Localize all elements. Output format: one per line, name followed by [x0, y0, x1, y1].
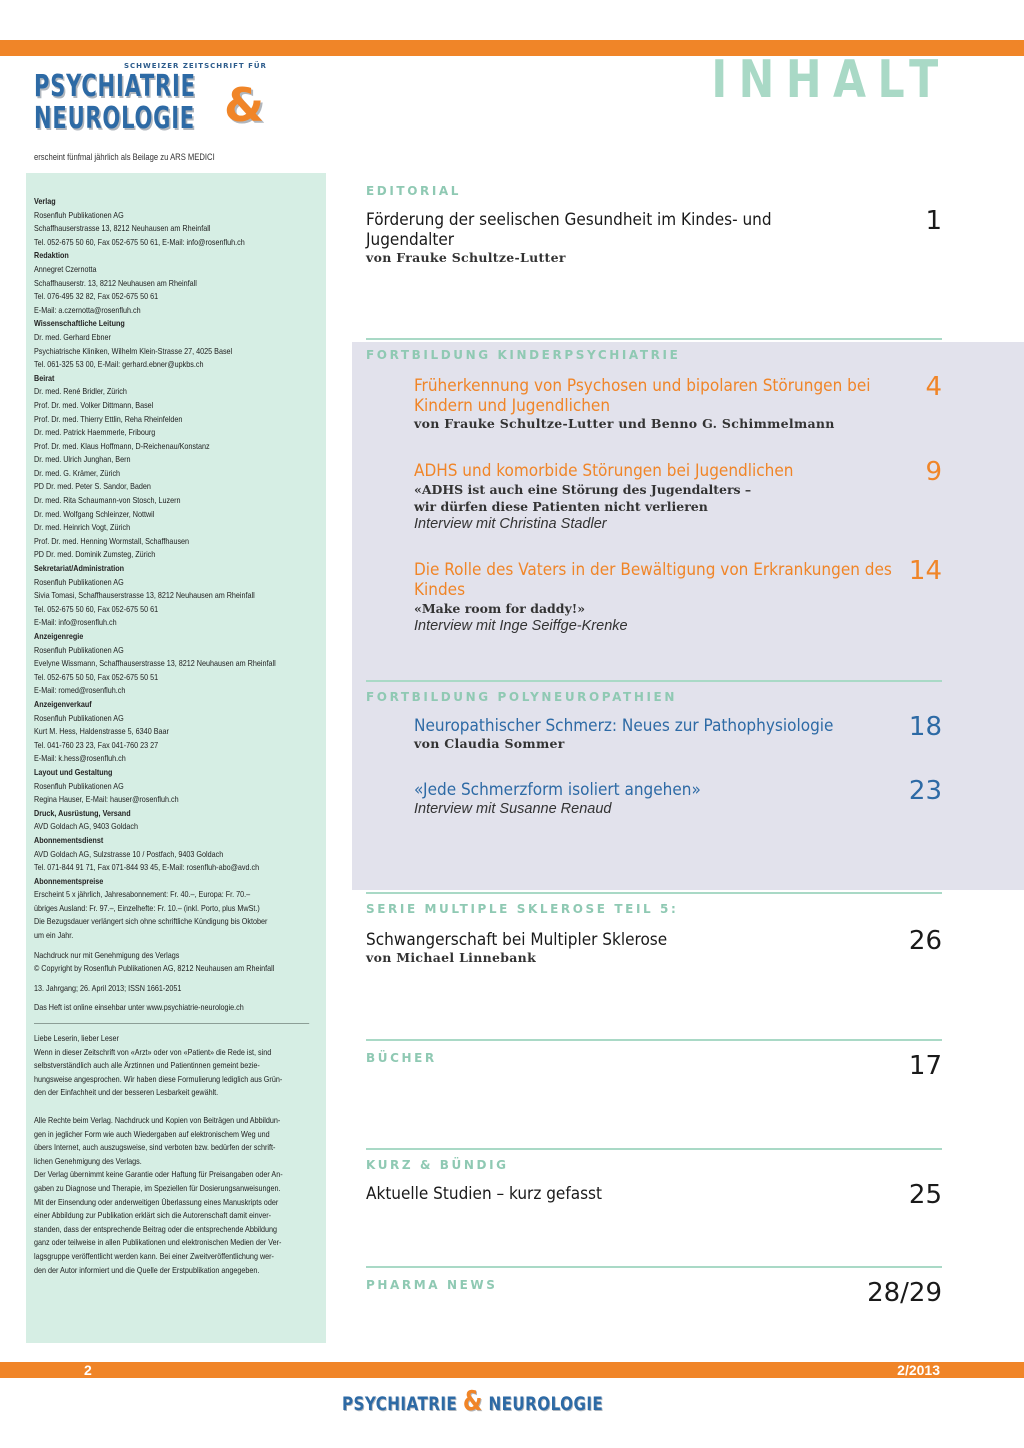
- toc-entry[interactable]: [414, 457, 942, 533]
- section-kinderpsychiatrie: [366, 338, 942, 635]
- impressum-line: ganz oder teilweise in allen Publikationen und elektronischen Medien der Ver-: [34, 1237, 282, 1248]
- impressum-line: © Copyright by Rosenfluh Publikationen AG, 8212 Neuhausen am Rheinfall: [34, 963, 275, 974]
- impressum-sidebar: [26, 173, 326, 1343]
- impressum-heading: Druck, Ausrüstung, Versand: [34, 807, 131, 818]
- entry-title: ADHS und komorbide Störungen bei Jugendlichen: [414, 461, 794, 481]
- logo-ampersand: &: [224, 78, 265, 132]
- impressum-line: Dr. med. Patrick Haemmerle, Fribourg: [34, 427, 156, 438]
- section-kurz-buendig: [366, 1148, 942, 1210]
- impressum-line: E-Mail: k.hess@rosenfluh.ch: [34, 753, 126, 764]
- impressum-line: Prof. Dr. med. Volker Dittmann, Basel: [34, 399, 154, 410]
- entry-title: «Jede Schmerzform isoliert angehen»: [414, 780, 701, 800]
- entry-interview: Interview mit Christina Stadler: [414, 516, 607, 532]
- impressum-line: Liebe Leserin, lieber Leser: [34, 1033, 119, 1044]
- toc-entry[interactable]: [414, 556, 942, 635]
- impressum-line: Rosenfluh Publikationen AG: [34, 712, 124, 723]
- impressum-line: Annegret Czernotta: [34, 263, 97, 274]
- page-title: INHALT: [711, 50, 950, 110]
- impressum-line: Regina Hauser, E-Mail: hauser@rosenfluh.ch: [34, 794, 179, 805]
- impressum-block: [34, 780, 318, 807]
- impressum-block: [34, 576, 318, 630]
- entry-page: 28/29: [867, 1278, 942, 1308]
- impressum-online: Das Heft ist online einsehbar unter www.psychiatrie-neurologie.ch: [34, 1002, 244, 1013]
- section-rule: [366, 338, 942, 340]
- impressum-line: Kurt M. Hess, Haldenstrasse 5, 6340 Baar: [34, 726, 169, 737]
- impressum-line: AVD Goldach AG, Sulzstrasse 10 / Postfach, 9403 Goldach: [34, 848, 224, 859]
- toc-entry[interactable]: [366, 206, 942, 266]
- impressum-block: [34, 644, 318, 698]
- impressum-line: Rosenfluh Publikationen AG: [34, 576, 124, 587]
- bottom-orange-bar: [0, 1362, 1024, 1378]
- section-pharma-news: [366, 1266, 942, 1308]
- toc-entry[interactable]: [366, 1278, 942, 1308]
- impressum-line: Prof. Dr. med. Thierry Ettlin, Reha Rheinfelden: [34, 413, 183, 424]
- entry-author: von Michael Linnebank: [366, 950, 537, 965]
- impressum-line: gen in jeglicher Form wie auch Wiedergaben auf elektronischem Weg und: [34, 1128, 270, 1139]
- impressum-line: Tel. 061-325 53 00, E-Mail: gerhard.ebner@upkbs.ch: [34, 359, 204, 370]
- section-title: KURZ & BÜNDIG: [366, 1158, 509, 1172]
- entry-title: Schwangerschaft bei Multipler Sklerose: [366, 930, 668, 950]
- impressum-block: [34, 712, 318, 766]
- entry-interview: Interview mit Inge Seiffge-Krenke: [414, 618, 628, 634]
- impressum-block: [34, 263, 318, 317]
- impressum-line: hungsweise angesprochen. Wir haben diese Formulierung lediglich aus Grün-: [34, 1073, 283, 1084]
- impressum-line: um ein Jahr.: [34, 930, 74, 941]
- section-title: BÜCHER: [366, 1051, 437, 1065]
- impressum-line: standen, dass der entsprechende Beitrag oder die entsprechende Abbildung: [34, 1223, 278, 1234]
- entry-page: 1: [925, 206, 942, 236]
- impressum-line: Mit der Einsendung oder anderweitigen Überlassung eines Manuskripts oder: [34, 1196, 279, 1207]
- impressum-heading: Redaktion: [34, 250, 69, 261]
- impressum-line: Tel. 071-844 91 71, Fax 071-844 93 45, E-Mail: rosenfluh-abo@avd.ch: [34, 862, 260, 873]
- impressum-line: einer Abbildung zur Publikation erklärt sich die Autorenschaft damit einver-: [34, 1210, 272, 1221]
- toc-entry[interactable]: [366, 1180, 942, 1210]
- footer-logo-psychiatrie: PSYCHIATRIE: [342, 1393, 458, 1415]
- entry-quote: «Make room for daddy!»: [414, 601, 586, 616]
- impressum-line: Rosenfluh Publikationen AG: [34, 780, 124, 791]
- impressum-line: Prof. Dr. med. Klaus Hoffmann, D-Reichenau/Konstanz: [34, 440, 210, 451]
- impressum-line: Prof. Dr. med. Henning Wormstall, Schaffhausen: [34, 535, 190, 546]
- page-number: 2: [84, 1362, 92, 1378]
- impressum-line: Tel. 076-495 32 82, Fax 052-675 50 61: [34, 291, 159, 302]
- impressum-line: übriges Ausland: Fr. 97.–, Einzelhefte: Fr. 10.– (inkl. Porto, plus MwSt.): [34, 902, 260, 913]
- impressum-block: [34, 848, 318, 875]
- entry-quote: wir dürfen diese Patienten nicht verlieren: [414, 499, 708, 514]
- impressum-line: Tel. 041-760 23 23, Fax 041-760 23 27: [34, 739, 159, 750]
- impressum-heading: Layout und Gestaltung: [34, 766, 113, 777]
- impressum-line: Psychiatrische Kliniken, Wilhelm Klein-Strasse 27, 4025 Basel: [34, 345, 233, 356]
- section-rule: [366, 1266, 942, 1268]
- impressum-block: [34, 385, 318, 562]
- impressum-line: Dr. med. Gerhard Ebner: [34, 331, 111, 342]
- logo-subtitle: erscheint fünfmal jährlich als Beilage zu ARS MEDICI: [34, 152, 215, 162]
- impressum-heading: Abonnementspreise: [34, 875, 104, 886]
- entry-interview: Interview mit Susanne Renaud: [414, 801, 612, 817]
- section-rule: [366, 892, 942, 894]
- impressum-jahrgang: 13. Jahrgang; 26. April 2013; ISSN 1661-2051: [34, 982, 182, 993]
- impressum-line: PD Dr. med. Peter S. Sandor, Baden: [34, 481, 151, 492]
- impressum-block: [34, 209, 318, 250]
- logo-neurologie: NEUROLOGIE: [34, 101, 195, 136]
- impressum-line: Tel. 052-675 50 60, Fax 052-675 50 61: [34, 603, 159, 614]
- section-rule: [366, 1039, 942, 1041]
- impressum-line: E-Mail: romed@rosenfluh.ch: [34, 685, 126, 696]
- toc-entry[interactable]: [414, 712, 942, 752]
- toc-entry[interactable]: [414, 776, 942, 818]
- entry-title: Neuropathischer Schmerz: Neues zur Pathophysiologie: [414, 716, 834, 736]
- entry-page: 4: [925, 372, 942, 402]
- impressum-line: Schaffhauserstr. 13, 8212 Neuhausen am Rheinfall: [34, 277, 197, 288]
- impressum-heading: Anzeigenregie: [34, 631, 84, 641]
- impressum-line: Erscheint 5 x jährlich, Jahresabonnement: Fr. 40.–, Europa: Fr. 70.–: [34, 889, 251, 900]
- impressum-line: Tel. 052-675 50 50, Fax 052-675 50 51: [34, 671, 159, 682]
- impressum-line: Sivia Tomasi, Schaffhauserstrasse 13, 8212 Neuhausen am Rheinfall: [34, 590, 255, 601]
- entry-page: 25: [908, 1180, 942, 1210]
- impressum-line: Tel. 052-675 50 60, Fax 052-675 50 61, E-Mail: info@rosenfluh.ch: [34, 236, 245, 247]
- impressum-line: Dr. med. René Bridler, Zürich: [34, 386, 127, 397]
- impressum-line: E-Mail: a.czernotta@rosenfluh.ch: [34, 304, 141, 315]
- impressum-line: Dr. med. G. Krämer, Zürich: [34, 467, 121, 478]
- section-rule: [366, 1148, 942, 1150]
- logo-small-text: SCHWEIZER ZEITSCHRIFT FÜR: [124, 62, 267, 70]
- section-title: FORTBILDUNG KINDERPSYCHIATRIE: [366, 348, 681, 362]
- entry-title: Die Rolle des Vaters in der Bewältigung von Erkrankungen des Kindes: [414, 560, 892, 600]
- impressum-line: Wenn in dieser Zeitschrift von «Arzt» oder von «Patient» die Rede ist, sind: [34, 1046, 272, 1057]
- entry-author: von Claudia Sommer: [414, 736, 565, 751]
- impressum-heading: Wissenschaftliche Leitung: [34, 318, 125, 329]
- impressum-line: AVD Goldach AG, 9403 Goldach: [34, 821, 138, 832]
- impressum-line: lichen Genehmigung des Verlags.: [34, 1155, 142, 1166]
- section-editorial: [366, 172, 942, 266]
- section-multiple-sklerose: [366, 892, 942, 966]
- sidebar-divider: [34, 1023, 309, 1024]
- impressum-line: Schaffhauserstrasse 13, 8212 Neuhausen am Rheinfall: [34, 223, 211, 234]
- impressum-line: Der Verlag übernimmt keine Garantie oder Haftung für Preisangaben oder An-: [34, 1169, 283, 1180]
- impressum-line: Rosenfluh Publikationen AG: [34, 644, 124, 655]
- section-title: SERIE MULTIPLE SKLEROSE TEIL 5:: [366, 902, 679, 916]
- footer-logo-neurologie: NEUROLOGIE: [488, 1393, 604, 1415]
- impressum-line: PD Dr. med. Dominik Zumsteg, Zürich: [34, 549, 156, 560]
- toc-entry[interactable]: [366, 1051, 942, 1081]
- impressum-heading: Beirat: [34, 372, 55, 383]
- impressum-line: Nachdruck nur mit Genehmigung des Verlags: [34, 949, 180, 960]
- entry-title: Früherkennung von Psychosen und bipolaren Störungen bei Kindern und Jugendlichen: [414, 376, 871, 416]
- impressum-line: lagsgruppe veröffentlicht werden kann. Bei einer Zweitveröffentlichung wer-: [34, 1250, 274, 1261]
- entry-quote: «ADHS ist auch eine Störung des Jugendalters –: [414, 482, 752, 497]
- impressum-line: übers Internet, auch auszugsweise, sind verboten bzw. bedürfen der schrift-: [34, 1142, 276, 1153]
- impressum-block: [34, 331, 318, 372]
- impressum-line: Die Bezugsdauer verlängert sich ohne schriftliche Kündigung bis Oktober: [34, 916, 268, 927]
- impressum-line: Alle Rechte beim Verlag. Nachdruck und Kopien von Beiträgen und Abbildun-: [34, 1115, 281, 1125]
- section-polyneuropathien: [366, 680, 942, 818]
- toc-entry[interactable]: [366, 926, 942, 966]
- entry-title: Aktuelle Studien – kurz gefasst: [366, 1184, 603, 1204]
- impressum-line: den der Einfachheit und der besseren Lesbarkeit gewählt.: [34, 1087, 219, 1098]
- impressum-line: gaben zu Diagnose und Therapie, im Speziellen für Dosierungsanweisungen.: [34, 1182, 281, 1193]
- section-title: PHARMA NEWS: [366, 1278, 498, 1292]
- impressum-line: Evelyne Wissmann, Schaffhauserstrasse 13, 8212 Neuhausen am Rheinfall: [34, 658, 276, 669]
- impressum-line: selbstverständlich auch alle Ärztinnen und Patientinnen gemeint bezie-: [34, 1060, 260, 1071]
- impressum-block: [34, 1032, 318, 1100]
- impressum-heading: Anzeigenverkauf: [34, 698, 92, 709]
- impressum-block: [34, 888, 318, 942]
- entry-page: 9: [925, 457, 942, 487]
- impressum-line: Dr. med. Heinrich Vogt, Zürich: [34, 522, 131, 533]
- impressum-line: Dr. med. Ulrich Junghan, Bern: [34, 454, 131, 465]
- entry-page: 26: [908, 926, 942, 956]
- entry-page: 14: [908, 556, 942, 586]
- toc-entry[interactable]: [414, 372, 942, 432]
- impressum-line: E-Mail: info@rosenfluh.ch: [34, 617, 117, 628]
- impressum-block: [34, 820, 318, 834]
- impressum-line: Dr. med. Rita Schaumann-von Stosch, Luzern: [34, 495, 181, 506]
- impressum-block: [34, 949, 318, 976]
- impressum-block: [34, 1114, 318, 1277]
- issue-number: 2/2013: [897, 1362, 940, 1378]
- logo-psychiatrie: PSYCHIATRIE: [34, 69, 196, 104]
- entry-title: Förderung der seelischen Gesundheit im Kindes- und Jugendalter: [366, 210, 772, 250]
- impressum-heading: Abonnementsdienst: [34, 834, 104, 845]
- impressum-line: Dr. med. Wolfgang Schleinzer, Nottwil: [34, 508, 155, 519]
- section-rule: [366, 680, 942, 682]
- impressum-heading: Sekretariat/Administration: [34, 563, 125, 574]
- entry-page: 18: [908, 712, 942, 742]
- impressum-line: den der Autor informiert und die Quelle der Erstpublikation angegeben.: [34, 1264, 260, 1275]
- entry-author: von Frauke Schultze-Lutter: [366, 250, 566, 265]
- section-title: FORTBILDUNG POLYNEUROPATHIEN: [366, 690, 677, 704]
- entry-page: 23: [908, 776, 942, 806]
- footer-logo-ampersand: &: [462, 1384, 483, 1417]
- impressum-heading: Verlag: [34, 196, 56, 206]
- footer-logo: [320, 1378, 650, 1418]
- entry-author: von Frauke Schultze-Lutter und Benno G. Schimmelmann: [414, 416, 835, 431]
- entry-page: 17: [908, 1051, 942, 1081]
- section-buecher: [366, 1039, 942, 1081]
- impressum-line: Rosenfluh Publikationen AG: [34, 209, 124, 220]
- section-title: EDITORIAL: [366, 184, 462, 198]
